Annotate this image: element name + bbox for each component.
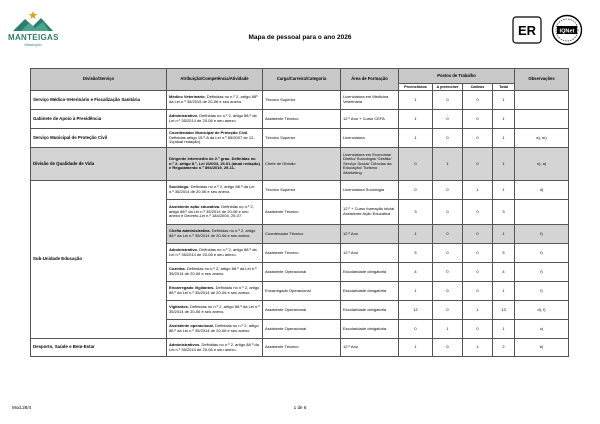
row-filled: 1 — [399, 225, 433, 244]
row-career: Chefe de Divisão — [263, 148, 341, 181]
row-attribution-bold: Administrativo. — [169, 247, 199, 253]
col-to-fill: A preencher — [433, 84, 463, 91]
row-area: Escolaridade obrigatória — [341, 301, 399, 320]
row-attribution-text: Definidas no n.º 2, artigo 88.º da Lei n.º 35/2014 de 20-06 e seu anexo. — [169, 304, 260, 314]
row-attribution — [167, 181, 263, 200]
row-notes: f) — [515, 263, 569, 282]
row-filled: 1 — [399, 129, 433, 148]
table-row — [31, 110, 569, 129]
row-to-fill: 0 — [433, 339, 463, 357]
row-filled: 3 — [399, 200, 433, 225]
row-total: 1 — [493, 110, 515, 129]
row-attribution-text: Definidas no n.º 2, artigo 88.º da Lei n.º 35/2014 de 20-06 e seu anexo. — [169, 266, 257, 276]
row-cativos: 1 — [463, 339, 493, 357]
row-attribution-text: Definidas no n.º 2, artigo 88.º da Lei n.º 35/2014 de 20-06 e seu anexo. — [169, 285, 260, 295]
row-service: Gabinete de Apoio à Presidência — [31, 110, 167, 129]
row-attribution-bold: Dirigente intermédio de 2.º grau. Definidas no n.º 2, artigo 8.º, Lei 2/2004, 15-01 (atual redação) e Regulamento n.º 894/2019, 29-11. — [169, 156, 260, 171]
table-row — [31, 129, 569, 148]
row-cativos: 0 — [463, 244, 493, 263]
col-posts: Postos de Trabalho — [399, 69, 515, 84]
row-area: Licenciatura — [341, 129, 399, 148]
row-attribution — [167, 320, 263, 339]
row-to-fill: 1 — [433, 148, 463, 181]
row-notes: c) — [515, 320, 569, 339]
col-division: Divisão/Serviço — [31, 69, 167, 91]
row-attribution — [167, 91, 263, 110]
row-attribution-bold: Encarregado Vigilantes. — [169, 285, 215, 291]
row-attribution-bold: Assistente ação educativa. — [169, 204, 221, 210]
row-attribution-bold: Cozinha. — [169, 266, 186, 272]
row-notes: a), m) — [515, 129, 569, 148]
col-area: Área de Formação — [341, 69, 399, 91]
row-career: Assistente Técnico — [263, 244, 341, 263]
row-total: 4 — [493, 263, 515, 282]
row-filled: 1 — [399, 339, 433, 357]
row-total: 3 — [493, 200, 515, 225]
row-career: Assistente Operacional — [263, 301, 341, 320]
row-filled: 1 — [399, 91, 433, 110]
row-attribution — [167, 244, 263, 263]
row-attribution-text: Definidas no n.º 2, artigo 88.º da Lei n.º 35/2014 de 20-06 e seu anexo. — [169, 113, 257, 123]
row-attribution-bold: Chefia administrativa. — [169, 228, 211, 234]
row-total: 13 — [493, 301, 515, 320]
row-notes: b) — [515, 339, 569, 357]
row-service: Sub-Unidade Educação — [31, 181, 167, 339]
row-to-fill: 0 — [433, 263, 463, 282]
row-area: 12.º + Curso formação inicial Assistente Ação Educativa — [341, 200, 399, 225]
row-to-fill: 0 — [433, 91, 463, 110]
logo-name: MANTEIGAS — [8, 33, 59, 42]
col-career: Carga/Carreira/Categoria — [263, 69, 341, 91]
row-to-fill: 0 — [433, 301, 463, 320]
row-attribution-bold: Assistente operacional. — [169, 323, 214, 329]
row-area: 12.º Ano — [341, 225, 399, 244]
row-attribution-text: Definidas no n.º 2, artigo 88.º da Lei n.º 35/2014 de 20-06 e seu anexo e Decreto-Lei n.º 184/2004, 29-07. — [169, 204, 254, 219]
row-notes: f) — [515, 244, 569, 263]
logo-subtext: Município — [24, 42, 42, 47]
row-total: 1 — [493, 148, 515, 181]
row-area: Escolaridade obrigatória — [341, 320, 399, 339]
row-career: Assistente Técnico — [263, 110, 341, 129]
row-notes — [515, 110, 569, 129]
municipality-logo — [8, 10, 58, 54]
row-attribution-bold: Administrativos. — [169, 341, 201, 347]
row-to-fill: 0 — [433, 244, 463, 263]
row-area: Escolaridade obrigatória — [341, 282, 399, 301]
row-filled: 12 — [399, 301, 433, 320]
row-attribution — [167, 301, 263, 320]
row-attribution-bold: Administrativo. — [169, 113, 199, 119]
row-total: 1 — [493, 129, 515, 148]
row-attribution-text: Definidas no n.º 2, artigo 88º da Lei n.º 35/2015 de 20-06 e seu anexo. — [169, 94, 258, 104]
row-attribution-text: Definidas no n.º 2, artigo 88.º da Lei n.º 35/2014 de 20-06 e seu anexo. — [169, 247, 257, 257]
row-cativos: 0 — [463, 225, 493, 244]
row-total: 1 — [493, 91, 515, 110]
row-filled: 5 — [399, 244, 433, 263]
row-filled: 1 — [399, 110, 433, 129]
table-row — [31, 91, 569, 110]
row-filled: 0 — [399, 181, 433, 200]
row-service: Serviço Municipal de Proteção Civil — [31, 129, 167, 148]
row-to-fill: 0 — [433, 129, 463, 148]
row-total: 5 — [493, 244, 515, 263]
row-area: Licenciatura em Economia/ Direito/ Sociologia/ Gestão/ Serviço Social/ Ciências da Educação/ Turismo /Marketing — [341, 148, 399, 181]
row-career: Assistente Técnico — [263, 200, 341, 225]
row-area: 12.º Ano + Curso CEFA — [341, 110, 399, 129]
row-attribution — [167, 110, 263, 129]
row-service: Divisão de Qualidade de Vida — [31, 148, 167, 181]
row-to-fill: 0 — [433, 200, 463, 225]
row-service: Serviço Médico-Veterinário e Fiscalização Sanitária — [31, 91, 167, 110]
col-total: Total — [493, 84, 515, 91]
row-attribution — [167, 339, 263, 357]
row-career: Assistente Técnico — [263, 339, 341, 357]
row-area: Escolaridade obrigatória — [341, 263, 399, 282]
iqnet-cert-text: IQNet — [559, 28, 575, 35]
row-attribution-text: Definidas artigo 15.º-A da Lei n.º 65/2007 de 12-11(atual redação). — [169, 134, 255, 145]
row-attribution — [167, 263, 263, 282]
row-career: Assistente Operacional — [263, 320, 341, 339]
row-cativos: 0 — [463, 110, 493, 129]
row-career: Técnico Superior — [263, 129, 341, 148]
row-attribution — [167, 148, 263, 181]
table-row — [31, 181, 569, 200]
row-attribution-bold: Vigilantes. — [169, 304, 189, 310]
row-total: 2 — [493, 339, 515, 357]
row-attribution-text: Definidas no n.º 2, artigo 88.º da Lei n.º 35/2014 de 20-06 e seu anexo. — [169, 341, 259, 352]
col-attribution: Atribuição/Competência/Atividade — [167, 69, 263, 91]
staff-map-table — [30, 68, 569, 357]
row-area: 12.º Ano — [341, 339, 399, 357]
row-to-fill: 0 — [433, 181, 463, 200]
row-attribution-text: Definidas no n.º 2, artigo 88.º da Lei n.º 35/2014 de 20-06 e seu anexo. — [169, 323, 259, 333]
row-attribution — [167, 200, 263, 225]
footer-form-code: Mod.28/4 — [12, 405, 32, 410]
row-cativos: 0 — [463, 148, 493, 181]
row-attribution — [167, 282, 263, 301]
row-area: Licenciatura Sociologia — [341, 181, 399, 200]
row-area: 12.º Ano — [341, 244, 399, 263]
row-notes: n), a) — [515, 148, 569, 181]
row-total: 1 — [493, 225, 515, 244]
row-attribution-text: Definidas no n.º 2, artigo 88.º da Lei n.º 35/2014 de 20-06 e seu anexo. — [169, 228, 256, 238]
row-career: Técnico Superior — [263, 181, 341, 200]
row-notes: d), f) — [515, 301, 569, 320]
row-total: 1 — [493, 181, 515, 200]
row-attribution-text: Definidas no n.º 2, artigo 88.º da Lei n.º 35/2014 de 20-06 e seu anexo. — [169, 184, 255, 194]
row-filled: 0 — [399, 148, 433, 181]
row-cativos: 1 — [463, 181, 493, 200]
row-cativos: 0 — [463, 91, 493, 110]
row-to-fill: 1 — [433, 320, 463, 339]
mountain-logo-icon — [11, 10, 55, 32]
row-cativos: 0 — [463, 263, 493, 282]
row-cativos: 0 — [463, 129, 493, 148]
row-notes: f) — [515, 282, 569, 301]
row-cativos: 0 — [463, 282, 493, 301]
row-career: Assistente Operacional — [263, 263, 341, 282]
row-filled: 4 — [399, 263, 433, 282]
row-filled: 0 — [399, 320, 433, 339]
col-filled: Preenchidos — [399, 84, 433, 91]
row-career: Encarregado Operacional — [263, 282, 341, 301]
table-row — [31, 339, 569, 357]
row-service: Desporto, Saúde e Bem-Estar — [31, 339, 167, 357]
row-attribution-bold: Coordenador Municipal de Proteção Civil. — [169, 130, 249, 136]
footer-page-number: 1 de 6 — [293, 405, 307, 410]
row-total: 1 — [493, 320, 515, 339]
col-cativos: Cativos — [463, 84, 493, 91]
row-to-fill: 0 — [433, 282, 463, 301]
row-filled: 1 — [399, 282, 433, 301]
er-cert-text: ER — [517, 23, 537, 38]
row-cativos: 0 — [463, 200, 493, 225]
row-total: 1 — [493, 282, 515, 301]
row-attribution-bold: Sociólogo. — [169, 184, 190, 190]
row-notes — [515, 91, 569, 110]
row-attribution — [167, 225, 263, 244]
certification-badges — [512, 14, 588, 46]
row-career: Técnico Superior — [263, 91, 341, 110]
col-notes: Observações — [515, 69, 569, 91]
row-notes: f) — [515, 225, 569, 244]
row-attribution-bold: Médico Veterinário. — [169, 94, 206, 100]
row-to-fill: 0 — [433, 225, 463, 244]
row-cativos: 0 — [463, 320, 493, 339]
row-career: Coordenador Técnico — [263, 225, 341, 244]
page-title: Mapa de pessoal para o ano 2026 — [248, 34, 352, 41]
row-notes: d) — [515, 181, 569, 200]
row-to-fill: 0 — [433, 110, 463, 129]
row-area: Licenciatura em Medicina Veterinária — [341, 91, 399, 110]
row-notes — [515, 200, 569, 225]
table-row — [31, 148, 569, 181]
row-attribution — [167, 129, 263, 148]
row-cativos: 1 — [463, 301, 493, 320]
